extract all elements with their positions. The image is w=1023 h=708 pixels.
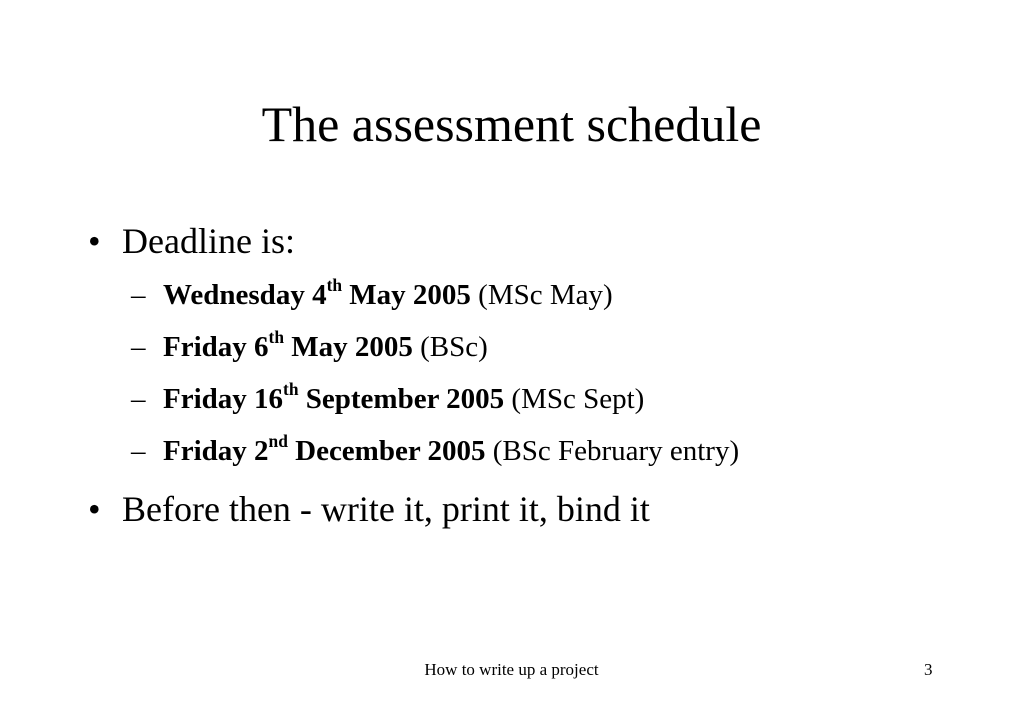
- dash-icon: –: [131, 435, 146, 467]
- deadline-day: Friday 6: [163, 331, 269, 363]
- sub-item-deadline-1: [131, 274, 613, 313]
- ordinal-suffix: nd: [268, 430, 288, 451]
- bullet-item-deadline: [88, 219, 295, 263]
- deadline-note: (BSc): [412, 331, 488, 363]
- slide-title: The assessment schedule: [261, 96, 762, 152]
- dash-icon: –: [131, 383, 146, 415]
- deadline-month-year: December 2005: [287, 435, 486, 467]
- deadline-day: Friday 2: [163, 435, 269, 467]
- deadline-month-year: May 2005: [342, 279, 471, 311]
- deadline-month-year: September 2005: [298, 383, 505, 415]
- footer-title: How to write up a project: [424, 660, 599, 679]
- deadline-month-year: May 2005: [284, 331, 413, 363]
- bullet-text: Deadline is:: [122, 221, 295, 261]
- ordinal-suffix: th: [268, 326, 284, 347]
- deadline-note: (MSc May): [470, 279, 613, 311]
- sub-item-deadline-3: [131, 378, 645, 417]
- deadline-day: Wednesday 4: [163, 279, 327, 311]
- dash-icon: –: [131, 279, 146, 311]
- deadline-note: (MSc Sept): [504, 383, 645, 415]
- deadline-date: [163, 378, 505, 415]
- sub-item-deadline-4: [131, 430, 740, 469]
- deadline-date: [163, 274, 471, 311]
- dash-icon: –: [131, 331, 146, 363]
- deadline-date: [163, 430, 486, 467]
- deadline-day: Friday 16: [163, 383, 284, 415]
- bullet-item-before-then: [88, 487, 650, 531]
- bullet-icon: •: [88, 221, 101, 261]
- ordinal-suffix: th: [326, 274, 343, 295]
- page-number: 3: [924, 660, 933, 679]
- sub-item-deadline-2: [131, 326, 488, 365]
- deadline-date: [163, 326, 413, 363]
- bullet-icon: •: [88, 489, 101, 529]
- deadline-note: (BSc February entry): [485, 435, 740, 467]
- ordinal-suffix: th: [283, 378, 299, 399]
- bullet-text: Before then - write it, print it, bind it: [122, 489, 650, 529]
